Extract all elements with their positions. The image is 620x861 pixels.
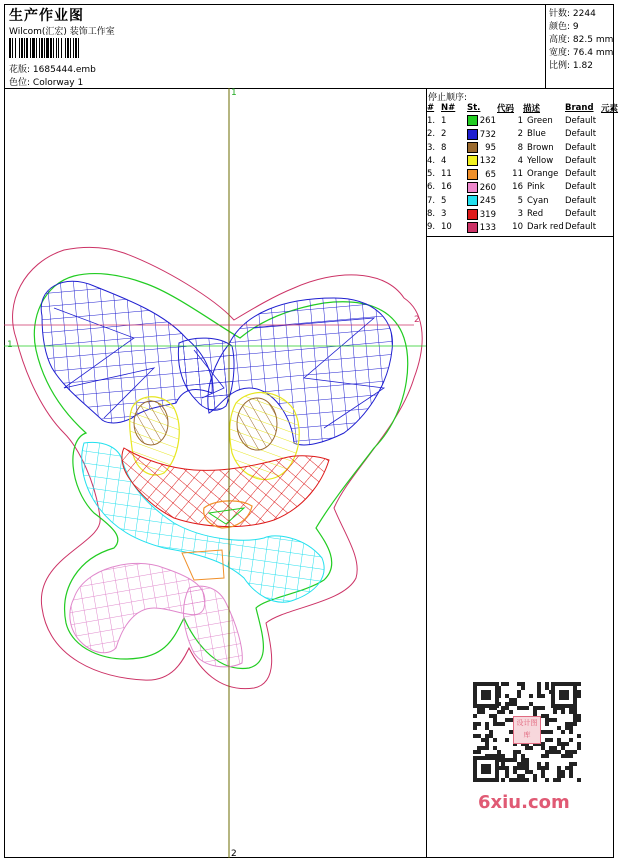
seq-stitches: 245 (467, 194, 497, 207)
color-swatch (467, 209, 478, 220)
blue-knot (178, 338, 234, 410)
qr-stamp: 设计图库 (513, 716, 541, 744)
seq-code: 5 (517, 195, 523, 206)
col-code: 代码 (497, 103, 515, 114)
seq-brand: Default (565, 115, 597, 126)
seq-stitches: 132 (467, 154, 497, 167)
color-swatch (467, 155, 478, 166)
col-stitches: St. (467, 102, 481, 113)
marker-left: 1 (7, 340, 13, 350)
seq-brand: Default (565, 222, 597, 233)
seq-code: 10 (512, 222, 523, 233)
marker-right: 2 (414, 315, 420, 325)
seq-n: 5 (441, 195, 447, 206)
sequence-row (427, 128, 618, 141)
sequence-row (427, 141, 618, 154)
color-swatch (467, 195, 478, 206)
seq-index: 7. (427, 195, 436, 206)
seq-code: 3 (517, 209, 523, 220)
seq-stitches: 260 (467, 181, 497, 194)
page-title: 生产作业图 (9, 8, 84, 24)
design-label: 花版: (9, 65, 31, 75)
brown-pupil-right (237, 398, 277, 450)
seq-stitches: 95 (467, 141, 497, 154)
seq-code: 16 (512, 182, 523, 193)
seq-brand: Default (565, 182, 597, 193)
color-swatch (467, 222, 478, 233)
sequence-row (427, 114, 618, 127)
seq-desc: Pink (527, 182, 545, 193)
color-swatch (467, 115, 478, 126)
seq-n: 3 (441, 209, 447, 220)
seq-desc: Red (527, 209, 544, 220)
barcode (9, 38, 139, 58)
sequence-row (427, 194, 618, 207)
col-index: # (427, 102, 435, 113)
seq-code: 1 (517, 115, 523, 126)
seq-n: 4 (441, 155, 447, 166)
seq-stitches: 732 (467, 128, 497, 141)
sequence-row (427, 221, 618, 234)
col-n: N# (441, 102, 456, 113)
color-swatch (467, 182, 478, 193)
seq-element (601, 207, 618, 220)
stat-colors: 颜色: 9 (549, 22, 579, 32)
seq-desc: Green (527, 115, 553, 126)
seq-desc: Blue (527, 129, 546, 140)
colorway-label: 色位: (9, 78, 31, 88)
seq-n: 11 (441, 169, 452, 180)
seq-index: 4. (427, 155, 436, 166)
seq-index: 8. (427, 209, 436, 220)
seq-stitches: 261 (467, 114, 497, 127)
colorway-row (9, 75, 83, 88)
seq-element (601, 154, 618, 167)
seq-desc: Brown (527, 142, 554, 153)
color-swatch (467, 142, 478, 153)
stats-divider (545, 4, 546, 88)
color-swatch (467, 129, 478, 140)
marker-bottom: 2 (231, 849, 237, 859)
seq-code: 11 (512, 169, 523, 180)
seq-stitches: 65 (467, 167, 497, 180)
seq-element (601, 221, 618, 234)
seq-n: 16 (441, 182, 452, 193)
stat-stitches: 针数: 2244 (549, 9, 596, 19)
sequence-row (427, 181, 618, 194)
seq-n: 8 (441, 142, 447, 153)
colorway-value: Colorway 1 (32, 78, 84, 88)
sequence-table (427, 101, 618, 234)
seq-brand: Default (565, 195, 597, 206)
seq-code: 4 (517, 155, 523, 166)
design-row (9, 62, 96, 75)
stat-scale: 比例: 1.82 (549, 61, 593, 71)
seq-index: 5. (427, 169, 436, 180)
seq-element (601, 114, 618, 127)
seq-index: 2. (427, 129, 436, 140)
seq-element (601, 167, 618, 180)
seq-element (601, 128, 618, 141)
brown-pupil-left (134, 401, 168, 445)
sequence-header-row (427, 101, 618, 114)
sequence-title: 停止顺序: (428, 93, 468, 103)
company-name: Wilcom(汇宏) 装饰工作室 (9, 27, 115, 37)
color-swatch (467, 169, 478, 180)
seq-code: 2 (517, 129, 523, 140)
watermark-logo: 6xiu.com (478, 792, 570, 813)
seq-brand: Default (565, 129, 597, 140)
seq-brand: Default (565, 169, 597, 180)
seq-element (601, 141, 618, 154)
sequence-row (427, 167, 618, 180)
seq-desc: Orange (527, 169, 559, 180)
seq-code: 8 (517, 142, 523, 153)
stat-width: 宽度: 76.4 mm (549, 48, 614, 58)
seq-stitches: 133 (467, 221, 497, 234)
seq-brand: Default (565, 142, 597, 153)
seq-desc: Yellow (527, 155, 554, 166)
col-brand: Brand (565, 102, 594, 113)
sequence-bottom-divider (426, 236, 614, 237)
seq-desc: Cyan (527, 195, 549, 206)
qr-code (471, 680, 583, 785)
seq-stitches: 319 (467, 207, 497, 220)
col-desc: 描述 (523, 103, 541, 114)
sequence-row (427, 207, 618, 220)
design-file: 1685444.emb (32, 65, 96, 75)
seq-index: 1. (427, 115, 436, 126)
seq-n: 10 (441, 222, 452, 233)
seq-brand: Default (565, 155, 597, 166)
seq-n: 1 (441, 115, 447, 126)
seq-index: 6. (427, 182, 436, 193)
seq-element (601, 181, 618, 194)
seq-brand: Default (565, 209, 597, 220)
design-canvas (4, 88, 426, 858)
sequence-row (427, 154, 618, 167)
seq-element (601, 194, 618, 207)
seq-desc: Dark red (527, 222, 564, 233)
seq-index: 9. (427, 222, 436, 233)
seq-index: 3. (427, 142, 436, 153)
marker-top: 1 (231, 88, 237, 98)
stat-height: 高度: 82.5 mm (549, 35, 614, 45)
seq-n: 2 (441, 129, 447, 140)
col-element: 元素 (601, 103, 619, 114)
